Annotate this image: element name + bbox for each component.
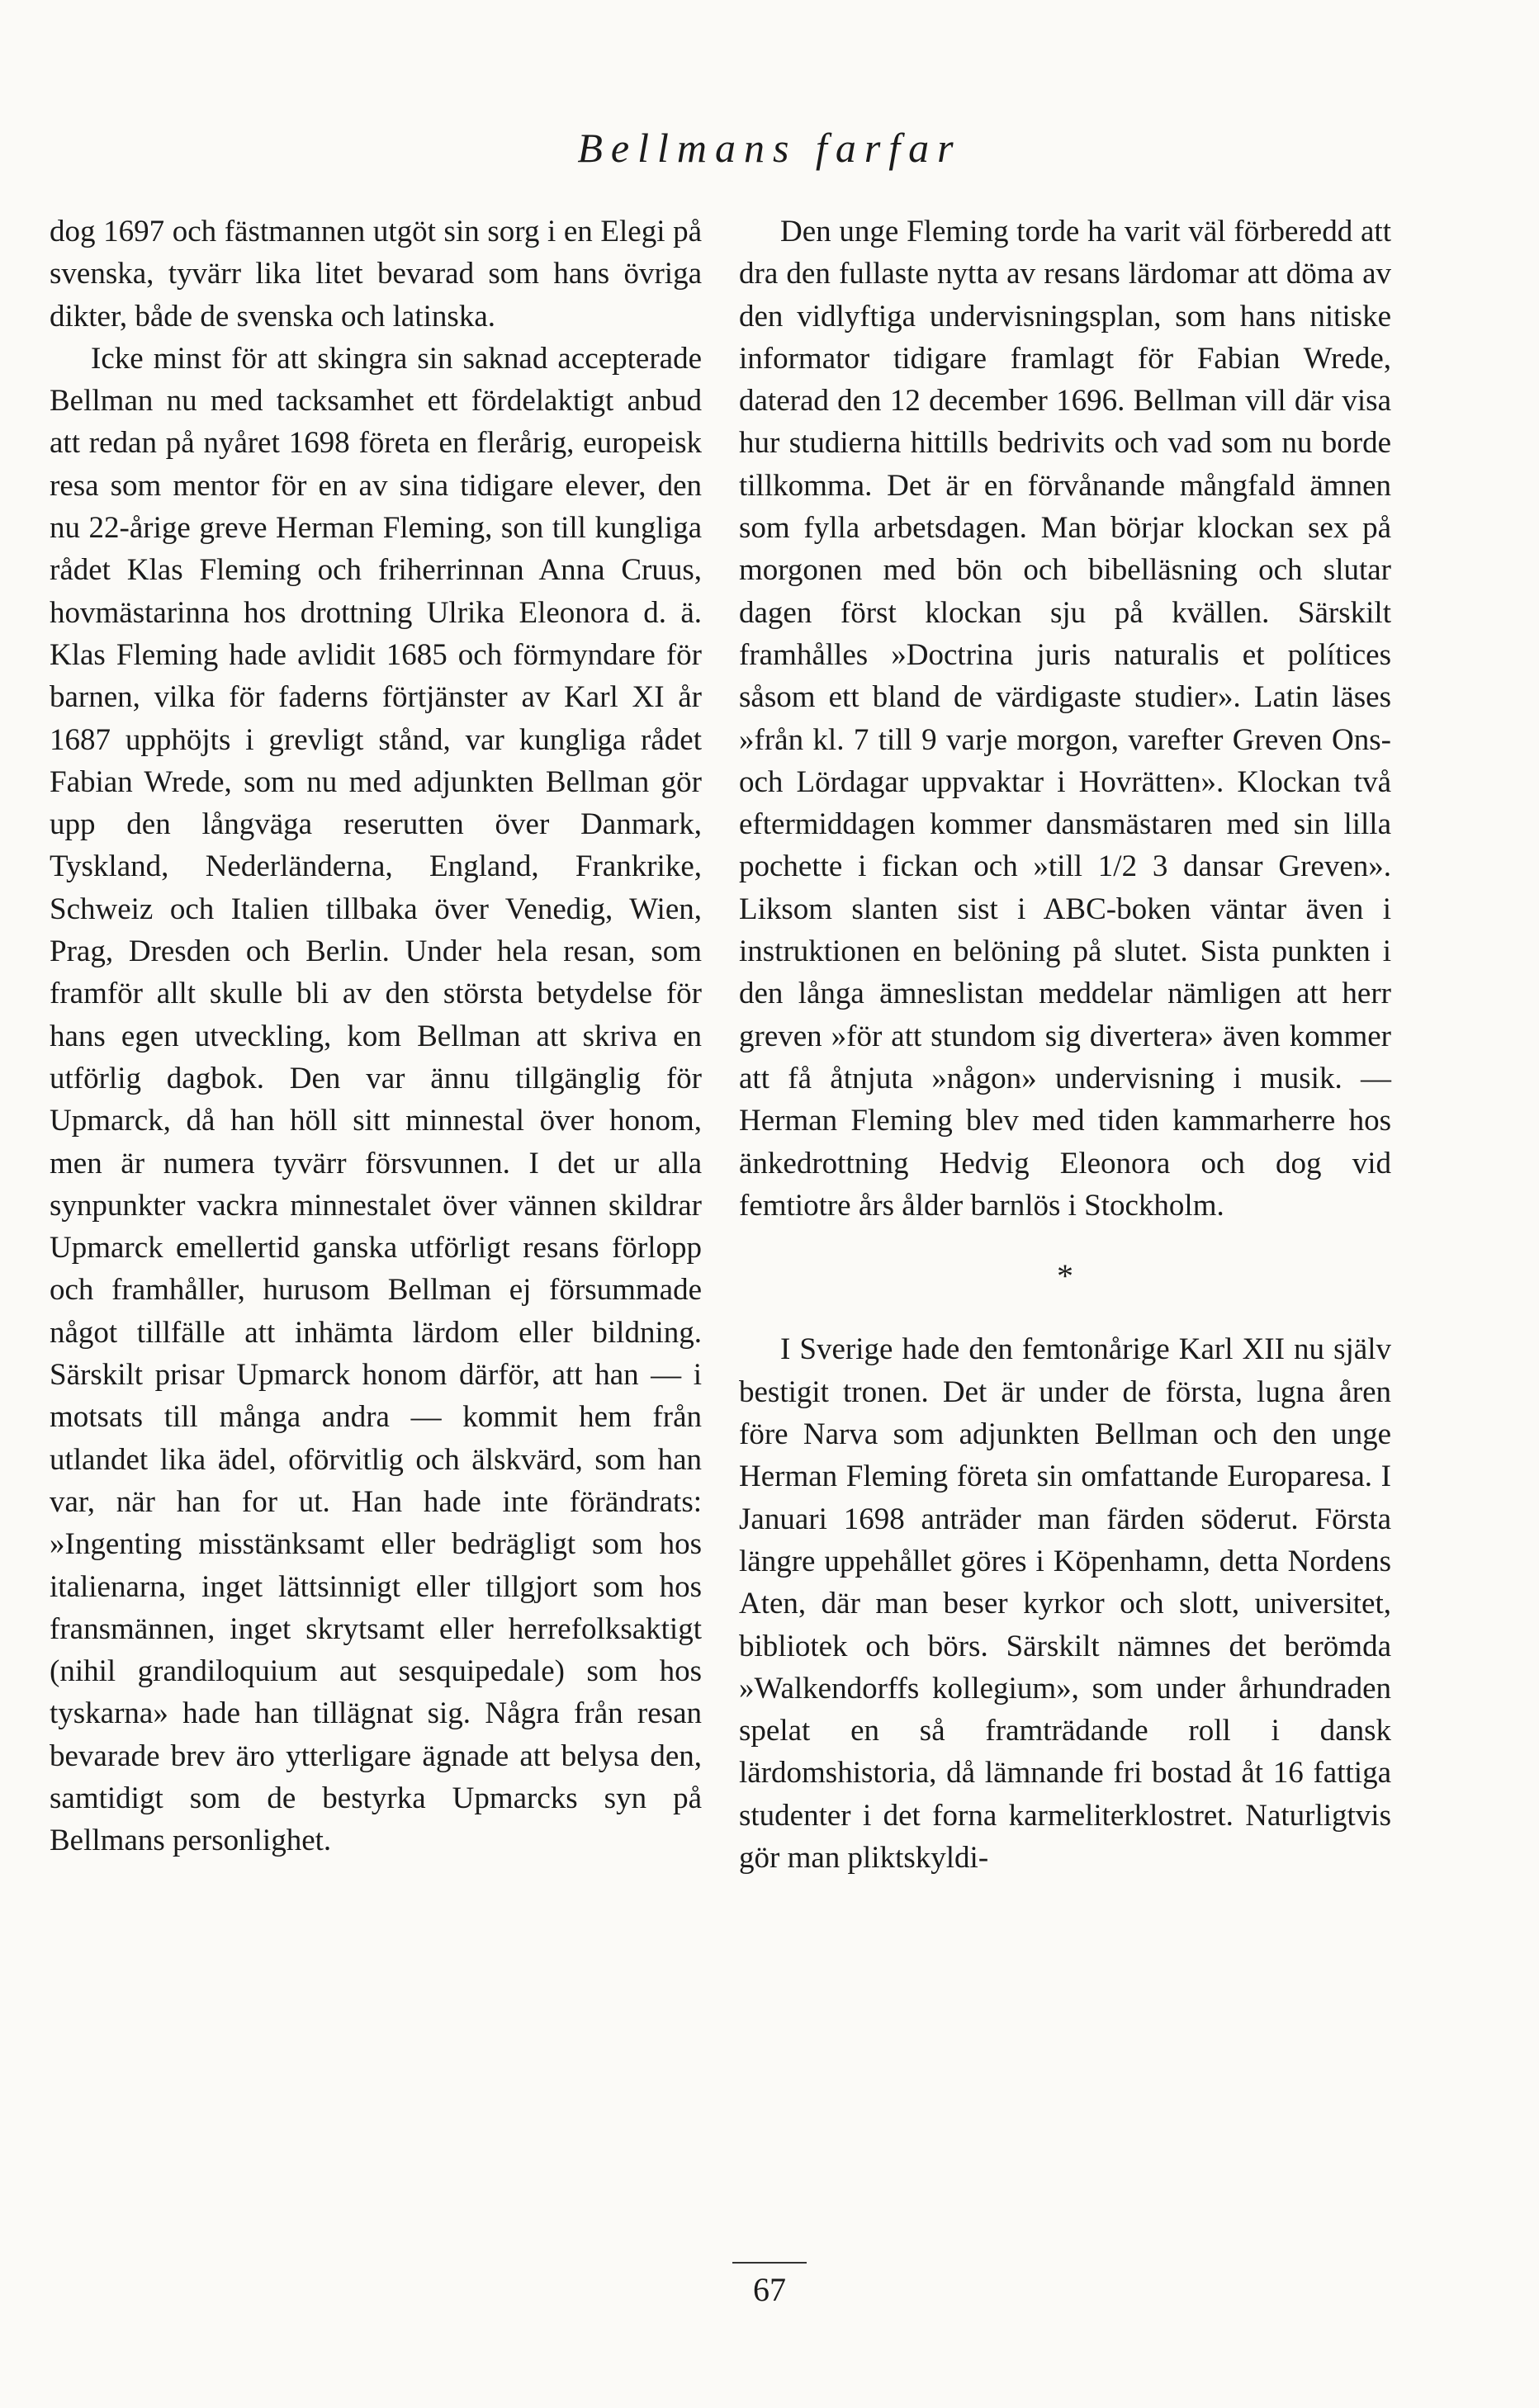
right-paragraph: I Sverige hade den femtonårige Karl XII nu själv bestigit tronen. Det är under de första, lugna åren före Narva som adjunkten Bellman och den unge Herman Fleming företa sin omfattande Europaresa. I Januari 1698 anträder man färden söderut. Första längre uppehållet göres i Köpenhamn, detta Nordens Aten, där man beser kyrkor och slott, universitet, bibliotek och börs. Särskilt nämnes det berömda »Walkendorffs kollegium», som under århundraden spelat en så framträdande roll i dansk lärdomshistoria, då lämnande fri bostad åt 16 fattiga studenter i det forna karmeliterklostret. Naturligtvis gör man pliktskyldi- [739, 1332, 1391, 1875]
left-column [50, 211, 702, 1862]
section-break-asterisk: * [1057, 1257, 1073, 1295]
running-head: Bellmans farfar [577, 125, 962, 171]
right-paragraph: Den unge Fleming torde ha varit väl förberedd att dra den fullaste nytta av resans lärdomar att döma av den vidlyftiga undervisningsplan, som hans nitiske informator tidigare framlagt för Fabian Wrede, daterad den 12 december 1696. Bellman vill där visa hur studierna hittills bedrivits och vad som nu borde tillkomma. Det är en förvånande mångfald ämnen som fylla arbetsdagen. Man börjar klockan sex på morgonen med bön och bibelläsning och slutar dagen först klockan sju på kvällen. Särskilt framhålles »Doctrina juris naturalis et polítices såsom ett bland de värdigaste studier». Latin läses »från kl. 7 till 9 varje morgon, varefter Greven Ons- och Lördagar uppvaktar i Hovrätten». Klockan två eftermiddagen kommer dansmästaren med sin lilla pochette i fickan och »till 1/2 3 dansar Greven». Liksom slanten sist i ABC-boken väntar även i instruktionen en belöning på slutet. Sista punkten i den långa ämneslistan meddelar nämligen att herr greven »för att stundom sig divertera» även kommer att få åtnjuta »någon» undervisning i musik. — Herman Fleming blev med tiden kammarherre hos änkedrottning Hedvig Eleonora och dog vid femtiotre års ålder barnlös i Stockholm. [739, 215, 1391, 1223]
page-number: 67 [753, 2271, 786, 2308]
folio-rule [732, 2262, 807, 2264]
right-column [739, 211, 1391, 1879]
page-footer [0, 2262, 1539, 2309]
left-paragraph-continued: dog 1697 och fästmannen utgöt sin sorg i en Elegi på svenska, tyvärr lika litet bevarad som hans övriga dikter, både de svenska och latinska. [50, 215, 702, 334]
left-paragraph: Icke minst för att skingra sin saknad accepterade Bellman nu med tacksamhet ett fördelaktigt anbud att redan på nyåret 1698 företa en flerårig, europeisk resa som mentor för en av sina tidigare elever, den nu 22-årige greve Herman Fleming, son till kungliga rådet Klas Fleming och friherrinnan Anna Cruus, hovmästarinna hos drottning Ulrika Eleonora d. ä. Klas Fleming hade avlidit 1685 och förmyndare för barnen, vilka för faderns förtjänster av Karl XI år 1687 upphöjts i grevligt stånd, var kungliga rådet Fabian Wrede, som nu med adjunkten Bellman gör upp den långväga reserutten över Danmark, Tyskland, Nederländerna, England, Frankrike, Schweiz och Italien tillbaka över Venedig, Wien, Prag, Dresden och Berlin. Under hela resan, som framför allt skulle bli av den största betydelse för hans egen utveckling, kom Bellman att skriva en utförlig dagbok. Den var ännu tillgänglig för Upmarck, då han höll sitt minnestal över honom, men är numera tyvärr försvunnen. I det ur alla synpunkter vackra minnestalet över vännen skildrar Upmarck emellertid ganska utförligt resans förlopp och framhåller, hurusom Bellman ej försummade något tillfälle att inhämta lärdom eller bildning. Särskilt prisar Upmarck honom därför, att han — i motsats till många andra — kommit hem från utlandet lika ädel, oförvitlig och älskvärd, som han var, när han for ut. Han hade inte förändrats: »Ingenting misstänksamt eller bedrägligt som hos italienarna, inget lättsinnigt eller tillgjort som hos fransmännen, inget skrytsamt eller herrefolksaktigt (nihil grandiloquium aut sesquipedale) som hos tyskarna» hade han tillägnat sig. Några från resan bevarade brev äro ytterligare ägnade att belysa den, samtidigt som de bestyrka Upmarcks syn på Bellmans personlighet. [50, 341, 702, 1858]
